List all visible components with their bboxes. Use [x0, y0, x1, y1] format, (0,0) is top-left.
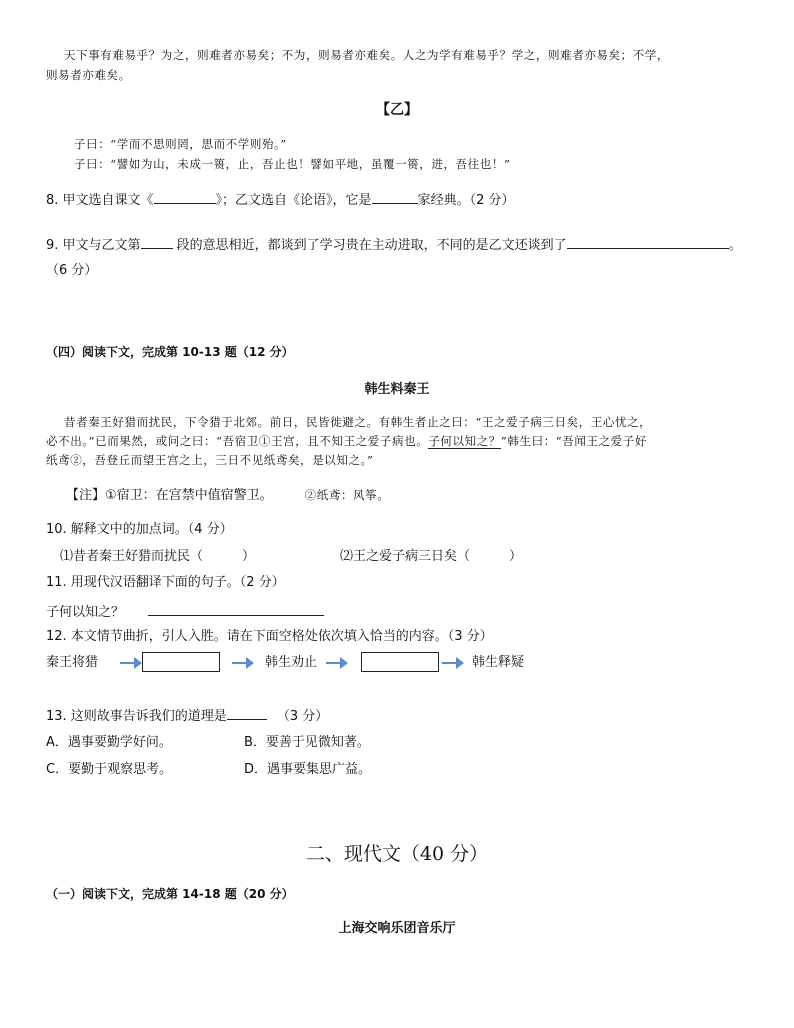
question-10: 10. 解释文中的加点词。（4 分） [46, 522, 233, 537]
question-11: 11. 用现代汉语翻译下面的句子。（2 分） [46, 575, 285, 590]
jia-passage-line-2: 则易者亦难矣。 [46, 68, 131, 82]
q13-blank[interactable] [227, 706, 267, 720]
q11-sentence: 子何以知之？ [46, 605, 125, 620]
q12-answer-box-2[interactable] [361, 652, 439, 672]
story-underlined-sentence: 子何以知之？ [428, 434, 501, 448]
q8-part-c: 家经典。（2 分） [417, 193, 515, 208]
section-4-heading: （四）阅读下文，完成第 10-13 题（12 分） [46, 345, 294, 359]
q12-step-2: 韩生劝止 [265, 655, 318, 670]
note [66, 486, 389, 505]
q9-blank-2[interactable] [567, 235, 729, 249]
yi-passage-line-2: 子曰：“譬如为山，未成一篑，止，吾止也！譬如平地，虽覆一篑，进，吾往也！” [74, 157, 511, 171]
question-8 [46, 190, 514, 210]
q13-stem: 13. 这则故事告诉我们的道理是 [46, 709, 227, 724]
q8-blank-1[interactable] [154, 190, 216, 204]
q9-part-c: 。 [728, 238, 742, 253]
q13-option-a[interactable]: A．遇事要勤学好问。 [46, 735, 172, 750]
story-line-2 [46, 432, 647, 450]
q11-line [46, 602, 324, 622]
q13-option-b[interactable]: B．要善于见微知著。 [244, 735, 370, 750]
q9-blank-1[interactable] [141, 235, 173, 249]
question-12: 12. 本文情节曲折，引人入胜。请在下面空格处依次填入恰当的内容。（3 分） [46, 629, 493, 644]
note-1: 【注】①宿卫：在宫禁中值宿警卫。 [66, 488, 273, 503]
jia-passage-line-1: 天下事有难易乎？为之，则难者亦易矣；不为，则易者亦难矣。人之为学有难易乎？学之，则难者亦易矣；不学， [64, 48, 669, 62]
arrow-icon [442, 657, 464, 669]
question-9 [46, 235, 742, 255]
yi-passage-line-1: 子曰：“学而不思则罔，思而不学则殆。” [74, 137, 287, 151]
story-line-2-tail: ”韩生曰：“吾闻王之爱子好 [500, 434, 647, 448]
section-4-title: 韩生料秦王 [364, 382, 430, 397]
q9-part-a: 9. 甲文与乙文第 [46, 238, 141, 253]
q13-option-c[interactable]: C．要勤于观察思考。 [46, 762, 173, 777]
q13-option-d[interactable]: D．遇事要集思广益。 [244, 762, 372, 777]
story-line-1: 昔者秦王好猎而扰民，下令猎于北郊。前日，民皆徙避之。有韩生者止之曰：“王之爱子病三日矣，王心忧之， [64, 415, 652, 429]
q8-blank-2[interactable] [372, 190, 418, 204]
arrow-icon [120, 657, 142, 669]
q8-part-b: 》；乙文选自《论语》，它是 [215, 193, 372, 208]
story-line-2-text: 必不出。”已而果然，或问之曰：“吾宿卫①王宫，且不知王之爱子病也。 [46, 434, 429, 448]
q9-score: （6 分） [46, 263, 98, 278]
article-title: 上海交响乐团音乐厅 [338, 921, 456, 936]
q10-item-2: ⑵王之爱子病三日矣（ ） [340, 549, 523, 564]
q12-step-1: 秦王将猎 [46, 655, 99, 670]
story-line-3: 纸鸢②，吾登丘而望王宫之上，三日不见纸鸢矣，是以知之。” [46, 453, 374, 467]
q11-answer-blank[interactable] [148, 602, 324, 616]
question-13 [46, 706, 328, 726]
arrow-icon [232, 657, 254, 669]
q13-score: （3 分） [276, 709, 329, 724]
part-2-heading: 二、现代文（40 分） [305, 843, 489, 865]
note-2: ②纸鸢：风筝。 [304, 488, 390, 502]
q10-item-1: ⑴昔者秦王好猎而扰民（ ） [60, 549, 256, 564]
q9-part-b: 段的意思相近，都谈到了学习贵在主动进取，不同的是乙文还谈到了 [172, 238, 567, 253]
arrow-icon [326, 657, 348, 669]
part-2-subheading: （一）阅读下文，完成第 14-18 题（20 分） [46, 887, 294, 901]
yi-heading: 【乙】 [376, 102, 418, 118]
q12-step-3: 韩生释疑 [472, 655, 525, 670]
q8-part-a: 8. 甲文选自课文《 [46, 193, 154, 208]
q12-answer-box-1[interactable] [142, 652, 220, 672]
